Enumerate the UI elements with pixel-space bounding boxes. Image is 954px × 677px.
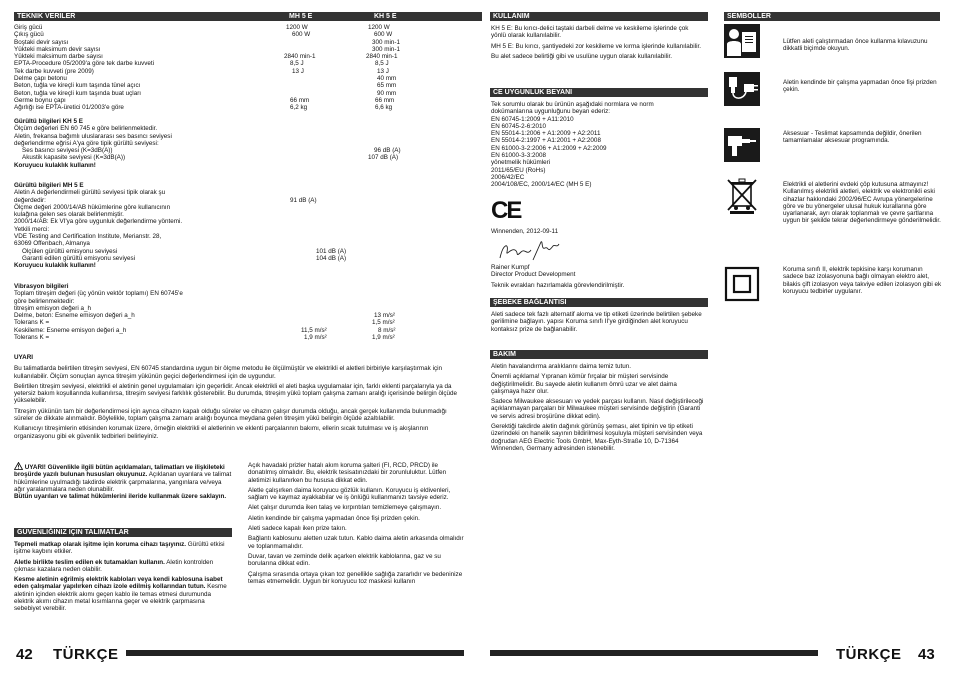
usage-text: KH 5 E: Bu kırıcı-delici taştaki darbeli delme ve keskileme işlerinde çok yönlü olarak kullanılabilir. MH 5 E: Bu kırıcı, şantiyedeki zor keskileme ve kırma işlerinde kullanılabilir. Bu alet sadece belirtiği gibi ve usulüne uygun olarak kullanılabilir. <box>491 25 701 60</box>
signature-icon <box>497 238 561 262</box>
signer-block: Rainer Kumpf Director Product Development Teknik evrakları hazırlamakla görevlendirilmiştir. <box>491 264 625 289</box>
spec-row: Beton, tuğla ve kireçli kum taşında buat uçları 90 mm <box>14 89 397 97</box>
header-col-kh5e: KH 5 E <box>374 13 397 20</box>
vibration-info: Vibrasyon bilgileri Toplam titreşim değeri (üç yönün vektör toplamı) EN 60745'e göre belirlenmektedir: titreşim emisyon değeri a_h Delme, beton: Esneme emisyon değeri a_h 13 m/s² Tolerans K = 1,5 m/s² Keskileme: Esneme emisyon değeri a_h 11,5 m/s² 8 m/s² Tolerans K = 1,9 m/s² 1,9 m/s² <box>14 283 396 342</box>
safety-instructions-col2: Açık havadaki prizler hatalı akım koruma şalteri (FI, RCD, PRCD) ile donatılmış olmalıdır. Bu, elektrik tesisatınızdaki bir zorunluluktur. Lütfen aletimizi kullanırken bu hususa dikkat edin. Aletle çalışırken daima koruyucu gözlük kullanın. Koruyucu iş eldivenleri, sağlam ve kaymaz ayakkabılar ve iş önlüğü kullanmanızı tavsiye ederiz. Alet çalışır durumda iken talaş ve kırpıntıları temizlemeye çalışmayın. Aletin kendinde bir çalışma yapmadan önce fişi prizden çekin. Aleti sadece kapalı iken prize takın. Bağlantı kablosunu aletten uzak tutun. Kablo daima aletin arkasında olmalıdır ve toplanmamalıdır. Duvar, tavan ve zeminde delik açarken elektrik kablolarına, gaz ve su borularına dikkat edin. Çalışma sırasında ortaya çıkan toz genellikle sağlığa zararlıdır ve bedeninize temas etmemelidir. Uygun bir koruyucu toz maskesi kullanın <box>248 462 464 585</box>
spec-row: Yükteki maksimum devir sayısı 300 min-1 <box>14 45 401 53</box>
spec-row: EPTA-Procedure 05/2009'a göre tek darbe kuvveti 8,5 J 8,5 J <box>14 60 389 68</box>
header-title: TEKNIK VERILER <box>17 13 76 20</box>
page-number-right: 43 <box>918 646 935 663</box>
symbol-text-accessory: Aksesuar - Teslimat kapsamında değildir, önerilen tamamlamalar aksesuar programında. <box>783 130 922 145</box>
noise-info-kh: Gürültü bilgileri KH 5 E Ölçüm değerleri EN 60 745 e göre belirlenmektedir. Aletin, frekansa bağımlı uluslararası ses basıncı seviyesi değerlendirme eğrisi A'ya göre tipik gürültü seviyesi: Ses basıncı seviyesi (K=3dB(A)) 96 dB (A) Akustik kapasite seviyesi (K=3dB(A)) 107 dB (A) Koruyucu kulaklık kullanın! <box>14 118 401 169</box>
section-header-usage: KULLANIM <box>490 12 708 21</box>
class-ii-icon <box>724 266 760 302</box>
symbol-text-unplug: Aletin kendinde bir çalışma yapmadan önce fişi prizden çekin. <box>783 79 937 94</box>
symbol-text-manual: Lütfen aleti çalıştırmadan önce kullanma kılavuzunu dikkatli biçimde okuyun. <box>783 38 928 53</box>
place-date: Winnenden, 2012-09-11 <box>491 228 559 235</box>
spec-row: Germe boynu çapı 66 mm 66 mm <box>14 96 395 104</box>
symbol-text-weee: Elektrikli el aletlerini evdeki çöp kutusuna atmayınız! Kullanılmış elektrikli aletleri, elektrik ve elektronikli eski cihazlar hakkındaki 2002/96/EC Avrupa yönergelerine göre ve bu yönergeler ulusal hukuk kurallarına göre uyarlanarak, ayrı olarak toplanmalı ve çevre şartlarına uygun bir şekilde tekrar değerlendirmeye gönderilmelidir. <box>783 181 941 225</box>
accessory-icon <box>724 128 760 162</box>
safety-instructions: Tepmeli matkap olarak işitme için koruma cihazı taşıyınız. Gürültü etkisi işitme kaybını etkiler. Aletle birlikte teslim edilen ek tutamakları kullanın. Aletin kontrolden çıkması kazalara neden olabilir. Kesme aletinin eğrilmiş elektrik kabloları veya kendi kablosuna isabet eden çalışmalar yapılırken cihazı izole edilmiş kollarından tutun. Kesme aletinin içinden elektrik akımı geçen kablo ile temas etmesi durumunda elektrik akımı cihazın metal kısımlarına geçer ve elektrik çarpmasına sebebiyet verebilir. <box>14 541 227 613</box>
section-header-safety: GÜVENLIĞINIZ IÇIN TALIMATLAR <box>14 528 232 537</box>
grid-connection-text: Aleti sadece tek fazlı alternatif akıma ve tip etiketi üzerinde belirtilen şebeke gerilimine bağlayın. yapısı Koruma sınıfı II'ye girdiğinden alet koruyucu kontaksız prize de bağlanabilir. <box>491 311 702 333</box>
general-warning: UYARI! Güvenlikle ilgili bütün açıklamaları, talimatları ve ilişkileteki broşürde yazılı bulunan hususları okuyunuz. Açıklanan uyarılara ve talimat hükümlerine uyulmadığı takdirde elektrik çarpmalarına, yangınlara ve/veya ağır yaralanmalara neden olunabilir. Bütün uyarıları ve talimat hükümlerini ileride kullanmak üzere saklayın. <box>14 464 232 501</box>
weee-bin-icon <box>724 178 760 214</box>
section-header-ce: CE UYGUNLUK BEYANI <box>490 88 708 97</box>
ce-declaration: Tek sorumlu olarak bu ürünün aşağıdaki normlara ve norm dokümanlarına uygunluğunu beyan ederiz: EN 60745-1:2009 + A11:2010 EN 60745-2-6:2010 EN 55014-1:2006 + A1:2009 + A2:2011 EN 55014-2:1997 + A1:2001 + A2:2008 EN 61000-3-2:2006 + A1:2009 + A2:2009 EN 61000-3-3:2008 yönetmelik hükümleri 2011/65/EU (RoHs) 2006/42/EC 2004/108/EC, 2000/14/EC (MH 5 E) <box>491 101 654 189</box>
spec-row: Yükteki maksimum darbe sayısı 2840 min-1 2840 min-1 <box>14 53 398 61</box>
uyari-title: UYARI <box>14 354 34 361</box>
page-number-left: 42 <box>16 646 33 663</box>
spec-row: Delme çapı betonu 40 mm <box>14 75 397 83</box>
maintenance-text: Aletin havalandırma aralıklarını daima temiz tutun. Önemli açıklama! Yıpranan kömür fırçalar bir müşteri servisinde değiştirilmelidir. Bu sayede aletin kullanım ömrü uzar ve alet daima çalışmaya hazır olur. Sadece Milwaukee aksesuarı ve yedek parçası kullanın. Nasıl değiştirileceği açıklanmayan parçaları bir Milwaukee müşteri servisinde değiştirin (Garanti ve servis adresi broşürüne dikkat edin). Gerektiği takdirde aletin dağınık görünüş şeması, alet tipinin ve tip etiketi üzerindeki on hanelik sayının bildirilmesi koşuluyla müşteri servisinden veya doğrudan AEG Electric Tools GmbH, Max-Eyth-Straße 10, D-71364 Winnenden, Germany adresinden istenebilir. <box>491 363 704 452</box>
symbol-text-class-ii: Koruma sınıfı II, elektrik tepkisine karşı korumanın sadece baz izolasyonuna bağlı olmayan elektro alet, bilakis çift izolasyon veya takviye edilen izolasyon gibi ek koruyucu tedbirler uygulanır. <box>783 266 942 295</box>
header-col-mh5e: MH 5 E <box>289 13 313 20</box>
spec-row: Giriş gücü 1200 W 1200 W <box>14 24 390 31</box>
spec-row: Boştaki devir sayısı 300 min-1 <box>14 38 401 46</box>
section-header-maintenance: BAKIM <box>490 350 708 359</box>
warning-triangle-icon <box>14 462 23 470</box>
section-header-technical <box>14 12 482 21</box>
spec-row: Tek darbe kuvveti (pre 2009) 13 J 13 J <box>14 67 389 75</box>
ce-mark-icon: CE <box>491 197 521 224</box>
language-label-right: TÜRKÇE <box>836 646 902 663</box>
section-header-symbols: SEMBOLLER <box>724 12 940 21</box>
spec-table <box>14 24 482 112</box>
spec-row: Çıkış gücü 600 W 600 W <box>14 31 393 39</box>
noise-info-mh: Gürültü bilgileri MH 5 E Aletin A değerlendirmeli gürültü seviyesi tipik olarak şu değerdedir: 91 dB (A) Ölçme değeri 2000/14/AB hükümlerine göre kullanıcının kulağına gelen ses olarak belirlenmiştir. 2000/14/AB: Ek VI'ya göre uygunluk değerlendirme yöntemi. Yetkili merci: VDE Testing and Certification Institute, Merianstr. 28, 63069 Offenbach, Almanya Ölçülen gürültü emisyonu seviyesi 101 dB (A) Garanti edilen gürültü emisyonu seviyesi 104 dB (A) Koruyucu kulaklık kullanın! <box>14 182 347 270</box>
read-manual-icon <box>724 24 760 58</box>
language-label-left: TÜRKÇE <box>53 646 119 663</box>
spec-row: Ağırlığı ise EPTA-üretici 01/2003'e göre 6,2 kg 6,6 kg <box>14 104 393 112</box>
spec-row: Beton, tuğla ve kireçli kum taşında tünel açıcı 65 mm <box>14 82 397 90</box>
section-header-grid: ŞEBEKE BAĞLANTISI <box>490 298 708 307</box>
unplug-icon <box>724 72 760 106</box>
warning-vibration: UYARI Bu talimatlarda belirtilen titreşim seviyesi, EN 60745 standardına uygun bir ölçme metodu ile ölçülmüştür ve elektrikli el aletleri birbiriyle karşılaştırmak için kullanılabilir. Ölçüm sonuçları ayrıca titreşim yükünün geçici değerlendirmesi için de uygundur. Belirtilen titreşim seviyesi, elektrikli el aletinin genel uygulamaları için geçerlidir. Ancak elektrikli el aleti başka uygulamalar için, farklı eklenti parçalarıyla ya da yetersiz bakım koşullarında kullanılırsa, titreşim seviyesi farklılık gösterebilir. Bu durumda, titreşim yükü toplam çalışma zamanı aralığı içerisinde belirgin ölçüde yükselebilir. Titreşim yükünün tam bir değerlendirmesi için ayrıca cihazın kapalı olduğu süreler ve cihazın çalışır durumda olduğu, ancak gerçek kullanımda bulunmadığı süreler de dikkate alınmalıdır. Böylelikle, toplam çalışma zamanı aralığı boyunca meydana gelen titreşim yükü belirgin ölçüde azaltılabilir. Kullanıcıyı titreşimlerin etkisinden korumak üzere, örneğin elektrikli el aletlerinin ve eklenti parçalarının bakımı, ellerin sıcak tutulması ve iş akışlarının organizasyonu gibi ek güvenlik tedbirleri belirleyiniz. <box>14 354 466 443</box>
